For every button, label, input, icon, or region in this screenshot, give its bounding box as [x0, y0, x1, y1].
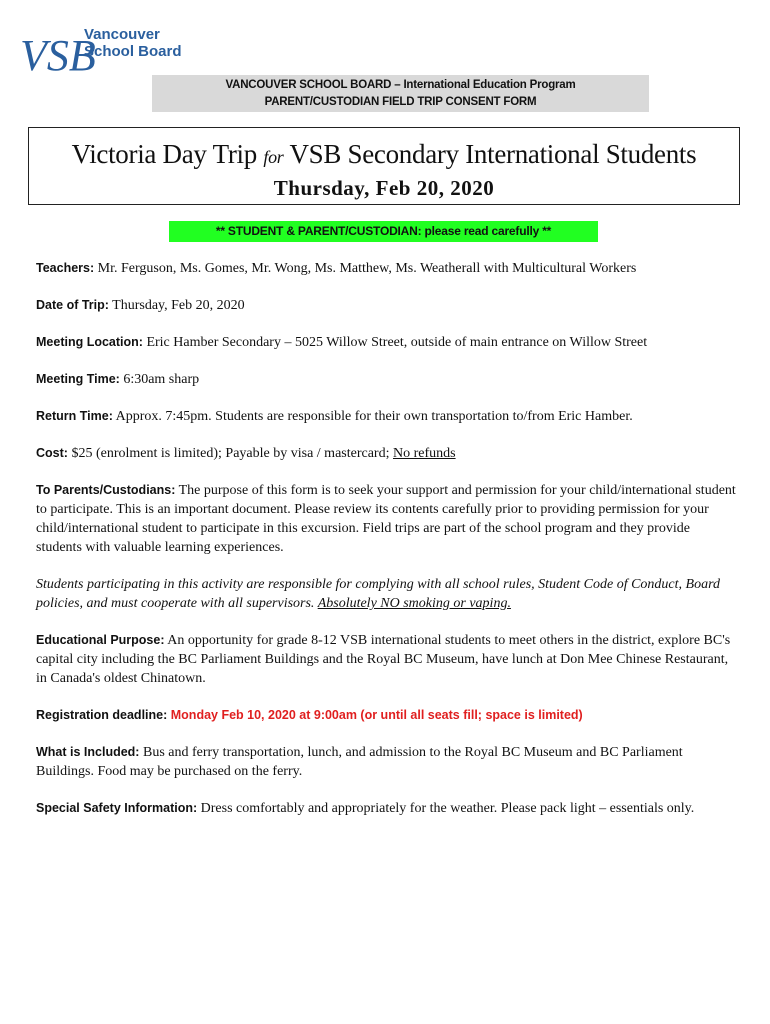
svg-text:VSB: VSB: [20, 31, 96, 80]
no-refunds-text: No refunds: [392, 446, 456, 461]
return-label: Return Time:: [36, 409, 113, 423]
title-box: [28, 127, 740, 205]
no-smoking-text: Absolutely NO smoking or vaping.: [317, 596, 511, 611]
safety-label: Special Safety Information:: [36, 801, 198, 815]
cost-value: $25 (enrolment is limited); Payable by visa / mastercard;: [67, 446, 393, 461]
location-row: [36, 333, 738, 352]
vsb-logo-mark-icon: [18, 22, 96, 80]
trip-title: [29, 138, 739, 173]
logo-line-2: School Board: [84, 43, 182, 60]
title-part-1: Victoria Day Trip: [71, 139, 264, 169]
location-label: Meeting Location:: [36, 335, 143, 349]
safety-value: Dress comfortably and appropriately for the weather. Please pack light – essentials only.: [197, 801, 695, 816]
vsb-logo: [18, 22, 188, 80]
parents-label: To Parents/Custodians:: [36, 483, 176, 497]
time-value: 6:30am sharp: [119, 372, 200, 387]
safety-row: [36, 799, 738, 818]
parents-row: [36, 481, 738, 557]
date-label: Date of Trip:: [36, 298, 109, 312]
purpose-row: [36, 631, 738, 688]
teachers-row: [36, 259, 738, 278]
title-for: for: [263, 147, 284, 167]
purpose-value: An opportunity for grade 8-12 VSB international students to meet others in the district, explore BC's capital city including the BC Parliament Buildings and the Royal BC Museum, have lunch at Don Mee Chinese Restaurant, in Canada's oldest Chinatown.: [36, 633, 731, 686]
return-row: [36, 407, 738, 426]
teachers-value: Mr. Ferguson, Ms. Gomes, Mr. Wong, Ms. Matthew, Ms. Weatherall with Multicultural Workers: [94, 261, 637, 276]
rules-row: [36, 575, 738, 613]
deadline-value: Monday Feb 10, 2020 at 9:00am (or until all seats fill; space is limited): [167, 708, 583, 722]
teachers-label: Teachers:: [36, 261, 95, 275]
read-carefully-notice: ** STUDENT & PARENT/CUSTODIAN: please read carefully **: [169, 221, 598, 242]
deadline-label: Registration deadline:: [36, 708, 168, 722]
program-banner: [152, 75, 649, 112]
date-row: [36, 296, 738, 315]
trip-date-heading: Thursday, Feb 20, 2020: [273, 176, 495, 200]
title-part-2: VSB Secondary International Students: [283, 139, 697, 169]
time-label: Meeting Time:: [36, 372, 120, 386]
included-label: What is Included:: [36, 745, 140, 759]
banner-line-1: VANCOUVER SCHOOL BOARD – International Education Program: [225, 79, 576, 91]
logo-wordmark: [84, 26, 182, 60]
logo-line-1: Vancouver: [84, 26, 160, 43]
deadline-row: [36, 706, 738, 725]
date-value: Thursday, Feb 20, 2020: [108, 298, 245, 313]
cost-label: Cost:: [36, 446, 68, 460]
time-row: [36, 370, 738, 389]
purpose-label: Educational Purpose:: [36, 633, 165, 647]
included-value: Bus and ferry transportation, lunch, and admission to the Royal BC Museum and BC Parliament Buildings. Food may be purchased on the ferry.: [36, 745, 683, 779]
location-value: Eric Hamber Secondary – 5025 Willow Street, outside of main entrance on Willow Street: [142, 335, 648, 350]
included-row: [36, 743, 738, 781]
return-value: Approx. 7:45pm. Students are responsible for their own transportation to/from Eric Hamber.: [112, 409, 633, 424]
parents-value: The purpose of this form is to seek your support and permission for your child/international student to participate. This is an important document. Please review its contents carefully prior to providing permission for your child/international student to participate in this excursion. Field trips are part of the school program and they provide students with valuable learning experiences.: [36, 483, 736, 555]
banner-line-2: PARENT/CUSTODIAN FIELD TRIP CONSENT FORM: [264, 96, 537, 108]
rules-text: Students participating in this activity are responsible for complying with all school rules, Student Code of Conduct, Board policies, and must cooperate with all supervisors.: [36, 577, 721, 611]
cost-row: [36, 444, 738, 463]
form-content: [36, 259, 738, 836]
